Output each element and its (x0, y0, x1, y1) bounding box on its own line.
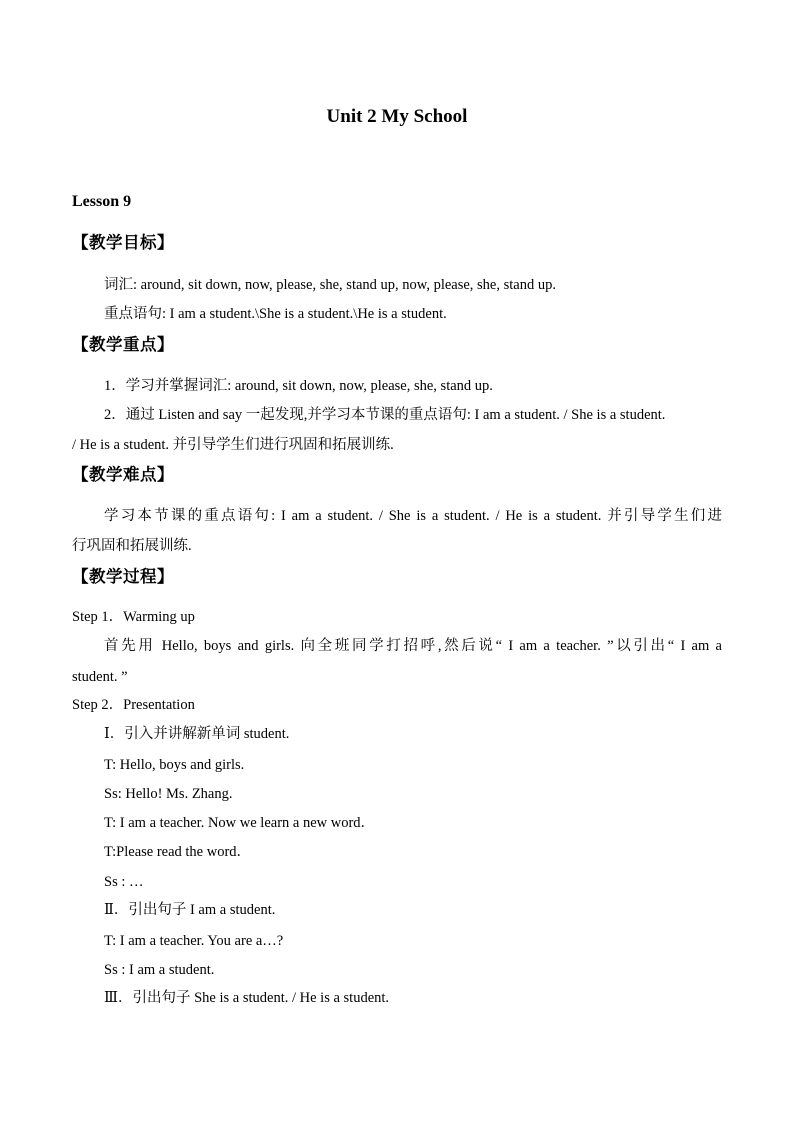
section-heading-key: 【教学重点】 (72, 335, 174, 354)
section-heading-difficulty: 【教学难点】 (72, 465, 174, 484)
key-item-2: 2．通过 Listen and say 一起发现,并学习本节课的重点语句: I am a student. / She is a student. (104, 407, 666, 423)
section-heading-goals: 【教学目标】 (72, 233, 174, 252)
key-item-2-continued: / He is a student. 并引导学生们进行巩固和拓展训练. (72, 437, 394, 453)
dialogue-line: Ss : … (104, 874, 144, 890)
difficulty-line-1: 学习本节课的重点语句: I am a student. / She is a student. / He is a student. 并引导学生们进 (104, 508, 722, 524)
goals-vocab: 词汇: around, sit down, now, please, she, stand up, now, please, she, stand up. (104, 277, 556, 293)
dialogue-line: T:Please read the word． (104, 844, 252, 860)
key-item-1: 1．学习并掌握词汇: around, sit down, now, please, she, stand up. (104, 378, 493, 394)
step-1-text: 首先用 Hello, boys and girls. 向全班同学打招呼,然后说“ I am a teacher. ”以引出“ I am a (104, 638, 722, 654)
step-1-text-continued: student. ” (72, 669, 128, 685)
section-heading-process: 【教学过程】 (72, 567, 174, 586)
dialogue-line: T: I am a teacher. Now we learn a new word． (104, 815, 376, 831)
dialogue-line: T: I am a teacher. You are a…? (104, 933, 284, 949)
difficulty-line-2: 行巩固和拓展训练. (72, 538, 192, 554)
dialogue-line: T: Hello, boys and girls. (104, 757, 245, 773)
goals-sentences: 重点语句: I am a student.\She is a student.\He is a student. (104, 306, 447, 322)
document-title: Unit 2 My School (326, 106, 468, 127)
part-1-heading: Ⅰ．引入并讲解新单词 student. (104, 726, 290, 742)
step-1-heading: Step 1．Warming up (72, 609, 195, 625)
dialogue-line: Ss : I am a student. (104, 962, 215, 978)
dialogue-line: Ss: Hello! Ms. Zhang. (104, 786, 233, 802)
step-2-heading: Step 2．Presentation (72, 697, 195, 713)
lesson-heading: Lesson 9 (72, 193, 132, 210)
part-3-heading: Ⅲ．引出句子 She is a student. / He is a student. (104, 990, 390, 1006)
part-2-heading: Ⅱ．引出句子 I am a student. (104, 902, 276, 918)
